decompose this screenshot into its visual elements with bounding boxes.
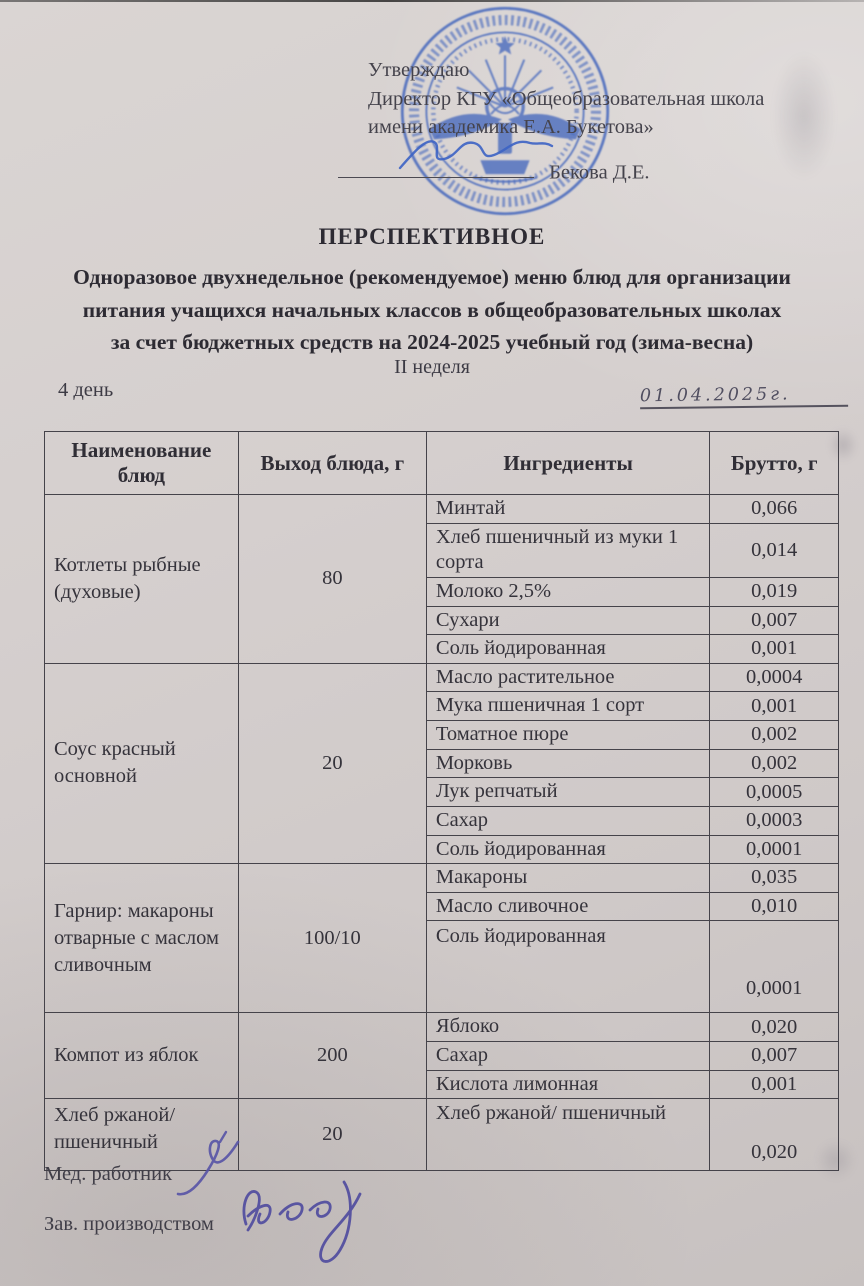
ingredient-cell: Сахар [426, 1042, 709, 1071]
table-row [45, 1099, 839, 1171]
brutto-cell: 0,0004 [710, 663, 839, 692]
production-manager-signature-icon [232, 1172, 402, 1286]
yield-cell: 200 [238, 1013, 426, 1099]
ingredient-cell: Морковь [426, 749, 709, 778]
table-row [45, 1013, 839, 1042]
ingredient-cell: Лук репчатый [426, 778, 709, 807]
ingredient-cell: Соль йодированная [426, 835, 709, 864]
brutto-cell: 0,010 [710, 892, 839, 921]
brutto-cell: 0,002 [710, 749, 839, 778]
brutto-cell: 0,014 [710, 523, 839, 577]
ingredient-cell: Соль йодированная [426, 635, 709, 664]
dish-cell: Котлеты рыбные (духовые) [45, 495, 239, 664]
approval-line: Утверждаю [368, 59, 470, 81]
ingredient-cell: Соль йодированная [426, 921, 709, 1013]
ingredient-cell: Томатное пюре [426, 721, 709, 750]
brutto-cell: 0,020 [710, 1099, 839, 1171]
dish-cell: Соус красный основной [45, 663, 239, 863]
brutto-cell: 0,007 [710, 1042, 839, 1071]
menu-table [44, 431, 839, 1171]
scan-smudge [772, 52, 836, 180]
brutto-cell: 0,0001 [710, 921, 839, 1013]
brutto-cell: 0,0001 [710, 835, 839, 864]
table-row [45, 663, 839, 692]
table-header-row [45, 432, 839, 495]
dish-cell: Гарнир: макароны отварные с маслом сливочным [45, 864, 239, 1013]
brutto-cell: 0,001 [710, 1070, 839, 1099]
ingredient-cell: Сухари [426, 606, 709, 635]
brutto-cell: 0,035 [710, 864, 839, 893]
document-title [20, 224, 844, 359]
day-label: 4 день [58, 379, 114, 401]
production-manager-label: Зав. производством [44, 1213, 214, 1235]
title-subtitle-line: за счет бюджетных средств на 2024-2025 учебный год (зима-весна) [110, 330, 754, 355]
week-label: II неделя [394, 356, 470, 378]
med-worker-row [44, 1163, 172, 1186]
approval-line: Директор КГУ «Общеобразовательная школа [368, 87, 765, 110]
ingredient-cell: Яблоко [426, 1013, 709, 1042]
col-header-brutto: Брутто, г [710, 432, 839, 495]
table-row [45, 864, 839, 893]
brutto-cell: 0,066 [710, 495, 839, 524]
yield-cell: 80 [238, 495, 426, 664]
title-heading: ПЕРСПЕКТИВНОЕ [318, 224, 546, 249]
brutto-cell: 0,0003 [710, 806, 839, 835]
col-header-yield: Выход блюда, г [238, 432, 426, 495]
director-name: Бекова Д.Е. [549, 160, 650, 183]
ingredient-cell: Масло растительное [426, 663, 709, 692]
approval-line: имени академика Е.А. Букетова» [368, 116, 654, 138]
table-row [45, 495, 839, 524]
ingredient-cell: Минтай [426, 495, 709, 524]
handwritten-date: 01.04.2025г. [640, 384, 848, 410]
brutto-cell: 0,001 [710, 635, 839, 664]
title-subtitle-line: Одноразовое двухнедельное (рекомендуемое) меню блюд для организации [73, 265, 791, 289]
ingredient-cell: Хлеб ржаной/ пшеничный [426, 1099, 709, 1171]
brutto-cell: 0,019 [710, 577, 839, 606]
ingredient-cell: Масло сливочное [426, 892, 709, 921]
ingredient-cell: Хлеб пшеничный из муки 1 сорта [426, 523, 709, 577]
col-header-ingredients: Ингредиенты [426, 432, 709, 495]
brutto-cell: 0,007 [710, 606, 839, 635]
ingredient-cell: Молоко 2,5% [426, 577, 709, 606]
yield-cell: 20 [238, 1099, 426, 1171]
dish-cell: Хлеб ржаной/ пшеничный [45, 1099, 239, 1171]
ingredient-cell: Кислота лимонная [426, 1070, 709, 1099]
approval-block [368, 56, 764, 186]
ingredient-cell: Макароны [426, 864, 709, 893]
brutto-cell: 0,002 [710, 721, 839, 750]
col-header-dish: Наименование блюд [45, 432, 239, 495]
ingredient-cell: Мука пшеничная 1 сорт [426, 692, 709, 721]
dish-cell: Компот из яблок [45, 1013, 239, 1099]
title-subtitle-line: питания учащихся начальных классов в общеобразовательных школах [82, 297, 782, 322]
director-signature-row [338, 158, 764, 187]
brutto-cell: 0,020 [710, 1013, 839, 1042]
scan-edge [0, 0, 864, 2]
ingredient-cell: Сахар [426, 806, 709, 835]
yield-cell: 20 [238, 663, 426, 863]
brutto-cell: 0,001 [710, 692, 839, 721]
med-worker-label: Мед. работник [44, 1163, 173, 1185]
production-manager-row [44, 1213, 214, 1236]
director-signature-icon [394, 128, 564, 182]
yield-cell: 100/10 [238, 864, 426, 1013]
brutto-cell: 0,0005 [710, 778, 839, 807]
